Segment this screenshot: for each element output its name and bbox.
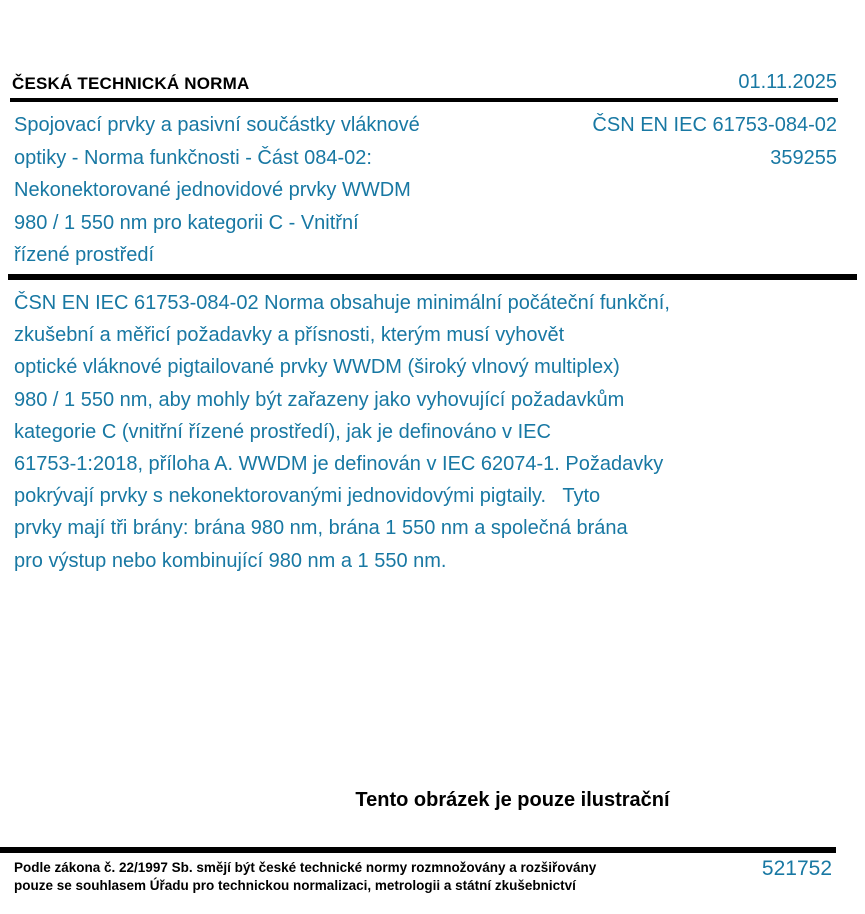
abstract-line: zkušební a měřicí požadavky a přísnosti, kterým musí vyhovět xyxy=(14,324,565,347)
standard-title-line: Nekonektorované jednovidové prvky WWDM xyxy=(14,179,411,201)
standard-designation: ČSN EN IEC 61753-084-02 xyxy=(592,114,837,136)
copyright-line: Podle zákona č. 22/1997 Sb. smějí být české technické normy rozmnožovány a rozšiřovány xyxy=(14,860,597,875)
abstract-line: 980 / 1 550 nm, aby mohly být zařazeny jako vyhovující požadavkům xyxy=(14,388,625,411)
copyright-notice xyxy=(14,859,634,894)
illustration-disclaimer: Tento obrázek je pouze ilustrační xyxy=(355,789,670,811)
abstract-line: pro výstup nebo kombinující 980 nm a 1 550 nm. xyxy=(14,549,447,572)
standard-abstract xyxy=(14,287,774,577)
title-divider xyxy=(8,274,857,280)
standard-title-line: 980 / 1 550 nm pro kategorii C - Vnitřní xyxy=(14,211,359,234)
standard-title-line: řízené prostředí xyxy=(14,244,155,266)
publication-date: 01.11.2025 xyxy=(738,71,837,93)
header-divider xyxy=(10,98,838,102)
abstract-line: ČSN EN IEC 61753-084-02 Norma obsahuje minimální počáteční funkční, xyxy=(14,292,670,314)
standard-reference xyxy=(497,109,837,174)
catalog-number: 359255 xyxy=(770,146,837,169)
document-number: 521752 xyxy=(761,857,832,880)
copyright-line: pouze se souhlasem Úřadu pro technickou normalizaci, metrologii a státní zkušebnictví xyxy=(14,877,576,893)
abstract-line: 61753-1:2018, příloha A. WWDM je definován v IEC 62074-1. Požadavky xyxy=(14,453,664,476)
abstract-line: kategorie C (vnitřní řízené prostředí), jak je definováno v IEC xyxy=(14,420,551,443)
standard-title-line: Spojovací prvky a pasivní součástky vláknové xyxy=(14,114,420,136)
abstract-line: pokrývají prvky s nekonektorovanými jednovidovými pigtaily. Tyto xyxy=(14,485,601,508)
standard-title-line: optiky - Norma funkčnosti - Část 084-02: xyxy=(14,146,372,169)
page-title: ČESKÁ TECHNICKÁ NORMA xyxy=(12,74,250,93)
abstract-line: prvky mají tři brány: brána 980 nm, brána 1 550 nm a společná brána xyxy=(14,517,628,540)
abstract-line: optické vláknové pigtailované prvky WWDM (široký vlnový multiplex) xyxy=(14,356,620,379)
footer-divider xyxy=(0,847,836,853)
standard-title xyxy=(14,109,514,272)
